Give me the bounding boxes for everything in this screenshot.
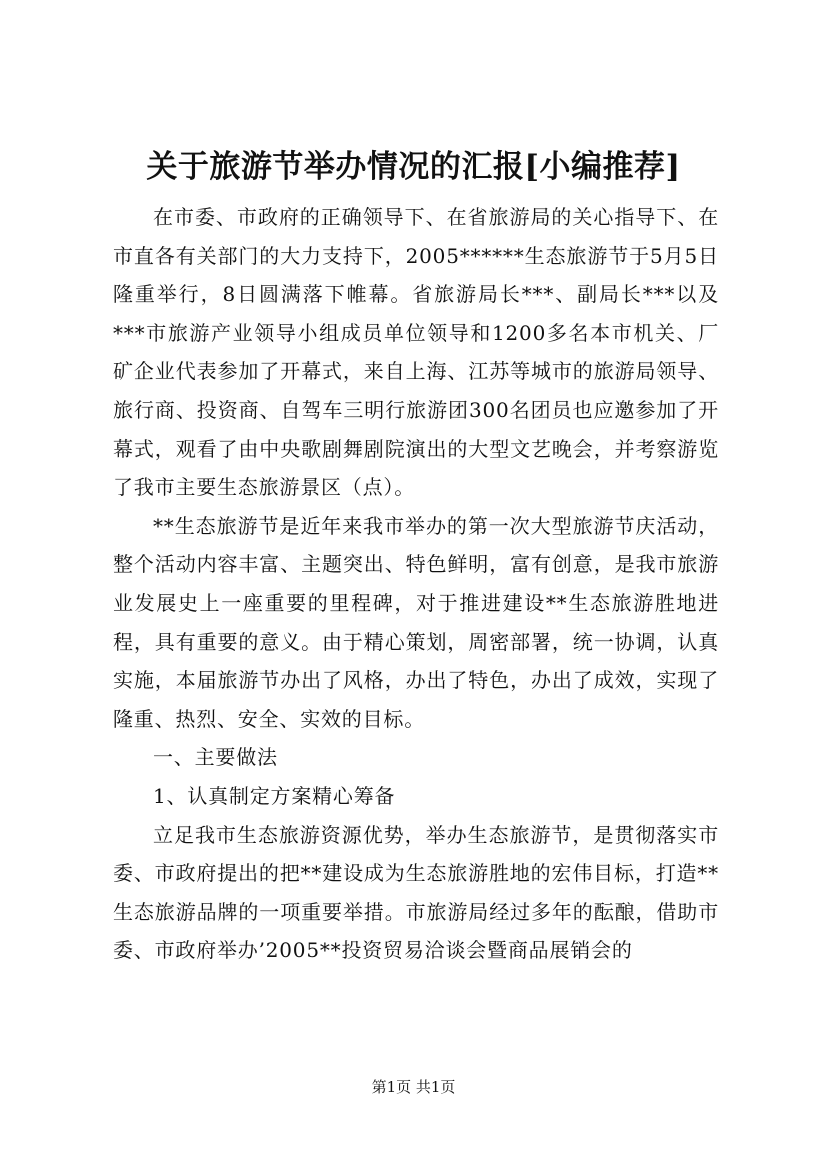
paragraph-body: 立足我市生态旅游资源优势，举办生态旅游节，是贯彻落实市委、市政府提出的把**建设成为生态旅游胜地的宏伟目标，打造**生态旅游品牌的一项重要举措。市旅游局经过多年的酝酿，借助市委、市政府举办’2005**投资贸易洽谈会暨商品展销会的 [113, 822, 719, 963]
document-body [113, 198, 719, 970]
document-title: 关于旅游节举办情况的汇报[小编推荐] [146, 149, 681, 185]
paragraph-summary: **生态旅游节是近年来我市举办的第一次大型旅游节庆活动，整个活动内容丰富、主题突出、特色鲜明，富有创意，是我市旅游业发展史上一座重要的里程碑，对于推进建设**生态旅游胜地进程，具有重要的意义。由于精心策划，周密部署，统一协调，认真实施，本届旅游节办出了风格，办出了特色，办出了成效，实现了隆重、热烈、安全、实效的目标。 [113, 513, 719, 731]
subsection-heading: 1、认真制定方案精心筹备 [153, 783, 396, 808]
page-footer: 第1页 共1页 [371, 1078, 456, 1096]
paragraph-intro: 在市委、市政府的正确领导下、在省旅游局的关心指导下、在市直各有关部门的大力支持下，2005******生态旅游节于5月5日隆重举行，8日圆满落下帷幕。省旅游局长***、副局长***以及***市旅游产业领导小组成员单位领导和1200多名本市机关、厂矿企业代表参加了开幕式，来自上海、江苏等城市的旅游局领导、旅行商、投资商、自驾车三明行旅游团300名团员也应邀参加了开幕式，观看了由中央歌剧舞剧院演出的大型文艺晚会，并考察游览了我市主要生态旅游景区（点）。 [113, 205, 719, 500]
section-heading: 一、主要做法 [153, 745, 278, 770]
